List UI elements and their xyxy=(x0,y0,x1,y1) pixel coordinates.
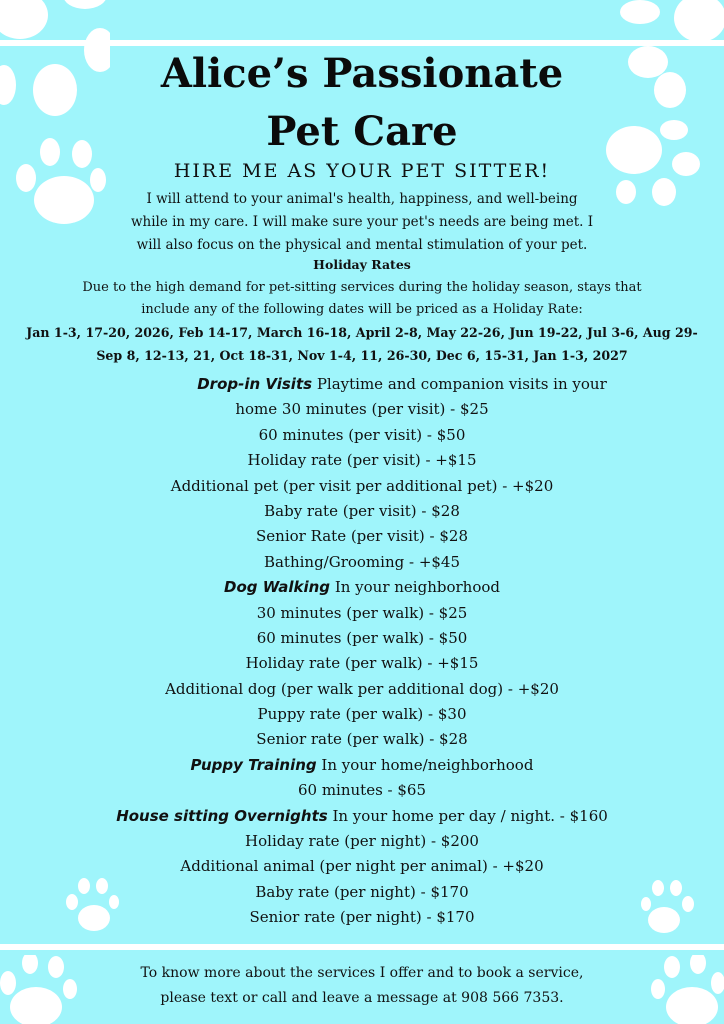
service-desc: Playtime and companion visits in your xyxy=(312,375,607,393)
service-heading-overnight xyxy=(0,804,724,829)
rate-line: Bathing/Grooming - +$45 xyxy=(263,552,461,571)
holiday-dates-line: Sep 8, 12-13, 21, Oct 18-31, Nov 1-4, 11, 26-30, Dec 6, 15-31, Jan 1-3, 2027 xyxy=(96,348,628,363)
service-desc: In your neighborhood xyxy=(330,578,500,597)
bottom-band xyxy=(0,944,724,950)
holiday-rates-text xyxy=(10,277,714,321)
intro-line: while in my care. I will make sure your pet's needs are being met. I xyxy=(130,214,594,230)
footer-line: please text or call and leave a message at 908 566 7353. xyxy=(160,990,564,1006)
rate-line: Baby rate (per night) - $170 xyxy=(255,882,469,901)
holiday-dates-line: Jan 1-3, 17-20, 2026, Feb 14-17, March 16-18, April 2-8, May 22-26, Jun 19-22, Jul 3-6, Aug 29- xyxy=(26,325,698,340)
holiday-dates xyxy=(2,321,722,367)
rate-line: Puppy rate (per walk) - $30 xyxy=(257,705,467,724)
service-heading-training xyxy=(0,753,724,778)
service-desc: In your home per day / night. - $160 xyxy=(327,806,608,825)
service-heading-walking xyxy=(0,575,724,600)
page-title-line2: Pet Care xyxy=(266,108,458,155)
intro-line: I will attend to your animal's health, happiness, and well-being xyxy=(146,191,578,207)
rate-line: 30 minutes (per walk) - $25 xyxy=(256,603,468,622)
rate-line: Additional pet (per visit per additional pet) - +$20 xyxy=(170,476,554,495)
holiday-line: include any of the following dates will be priced as a Holiday Rate: xyxy=(141,302,583,317)
rate-line: Additional animal (per night per animal) - +$20 xyxy=(180,857,544,876)
service-heading-dropin xyxy=(0,372,724,397)
rate-line: Senior rate (per night) - $170 xyxy=(249,908,475,927)
rate-line: Senior rate (per walk) - $28 xyxy=(256,730,468,749)
rate-line: 60 minutes (per walk) - $50 xyxy=(256,628,468,647)
rate-line: 60 minutes - $65 xyxy=(297,781,427,800)
intro-paragraph xyxy=(60,188,664,257)
rate-line: Holiday rate (per visit) - +$15 xyxy=(247,451,477,470)
holiday-rates-heading: Holiday Rates xyxy=(313,257,411,272)
service-name: Dog Walking xyxy=(224,578,331,597)
rate-line: home 30 minutes (per visit) - $25 xyxy=(235,400,489,419)
subtitle: HIRE ME AS YOUR PET SITTER! xyxy=(173,160,551,182)
service-name: Drop-in Visits xyxy=(197,375,313,393)
rate-line: Senior Rate (per visit) - $28 xyxy=(256,527,468,546)
contact-footer xyxy=(40,961,684,1011)
rate-line: Holiday rate (per walk) - +$15 xyxy=(245,654,479,673)
rate-line: Baby rate (per visit) - $28 xyxy=(264,501,460,520)
rate-line: Additional dog (per walk per additional dog) - +$20 xyxy=(165,679,559,698)
footer-line: To know more about the services I offer and to book a service, xyxy=(140,965,584,981)
service-desc: In your home/neighborhood xyxy=(316,755,534,774)
rates-list xyxy=(0,372,724,931)
holiday-line: Due to the high demand for pet-sitting services during the holiday season, stays that xyxy=(82,280,642,295)
intro-line: will also focus on the physical and mental stimulation of your pet. xyxy=(136,237,588,253)
page-title-line1: Alice’s Passionate xyxy=(160,50,564,97)
service-name: Puppy Training xyxy=(190,755,317,774)
rate-line: 60 minutes (per visit) - $50 xyxy=(258,425,466,444)
service-name: House sitting Overnights xyxy=(116,806,328,825)
rate-line: Holiday rate (per night) - $200 xyxy=(245,832,479,851)
